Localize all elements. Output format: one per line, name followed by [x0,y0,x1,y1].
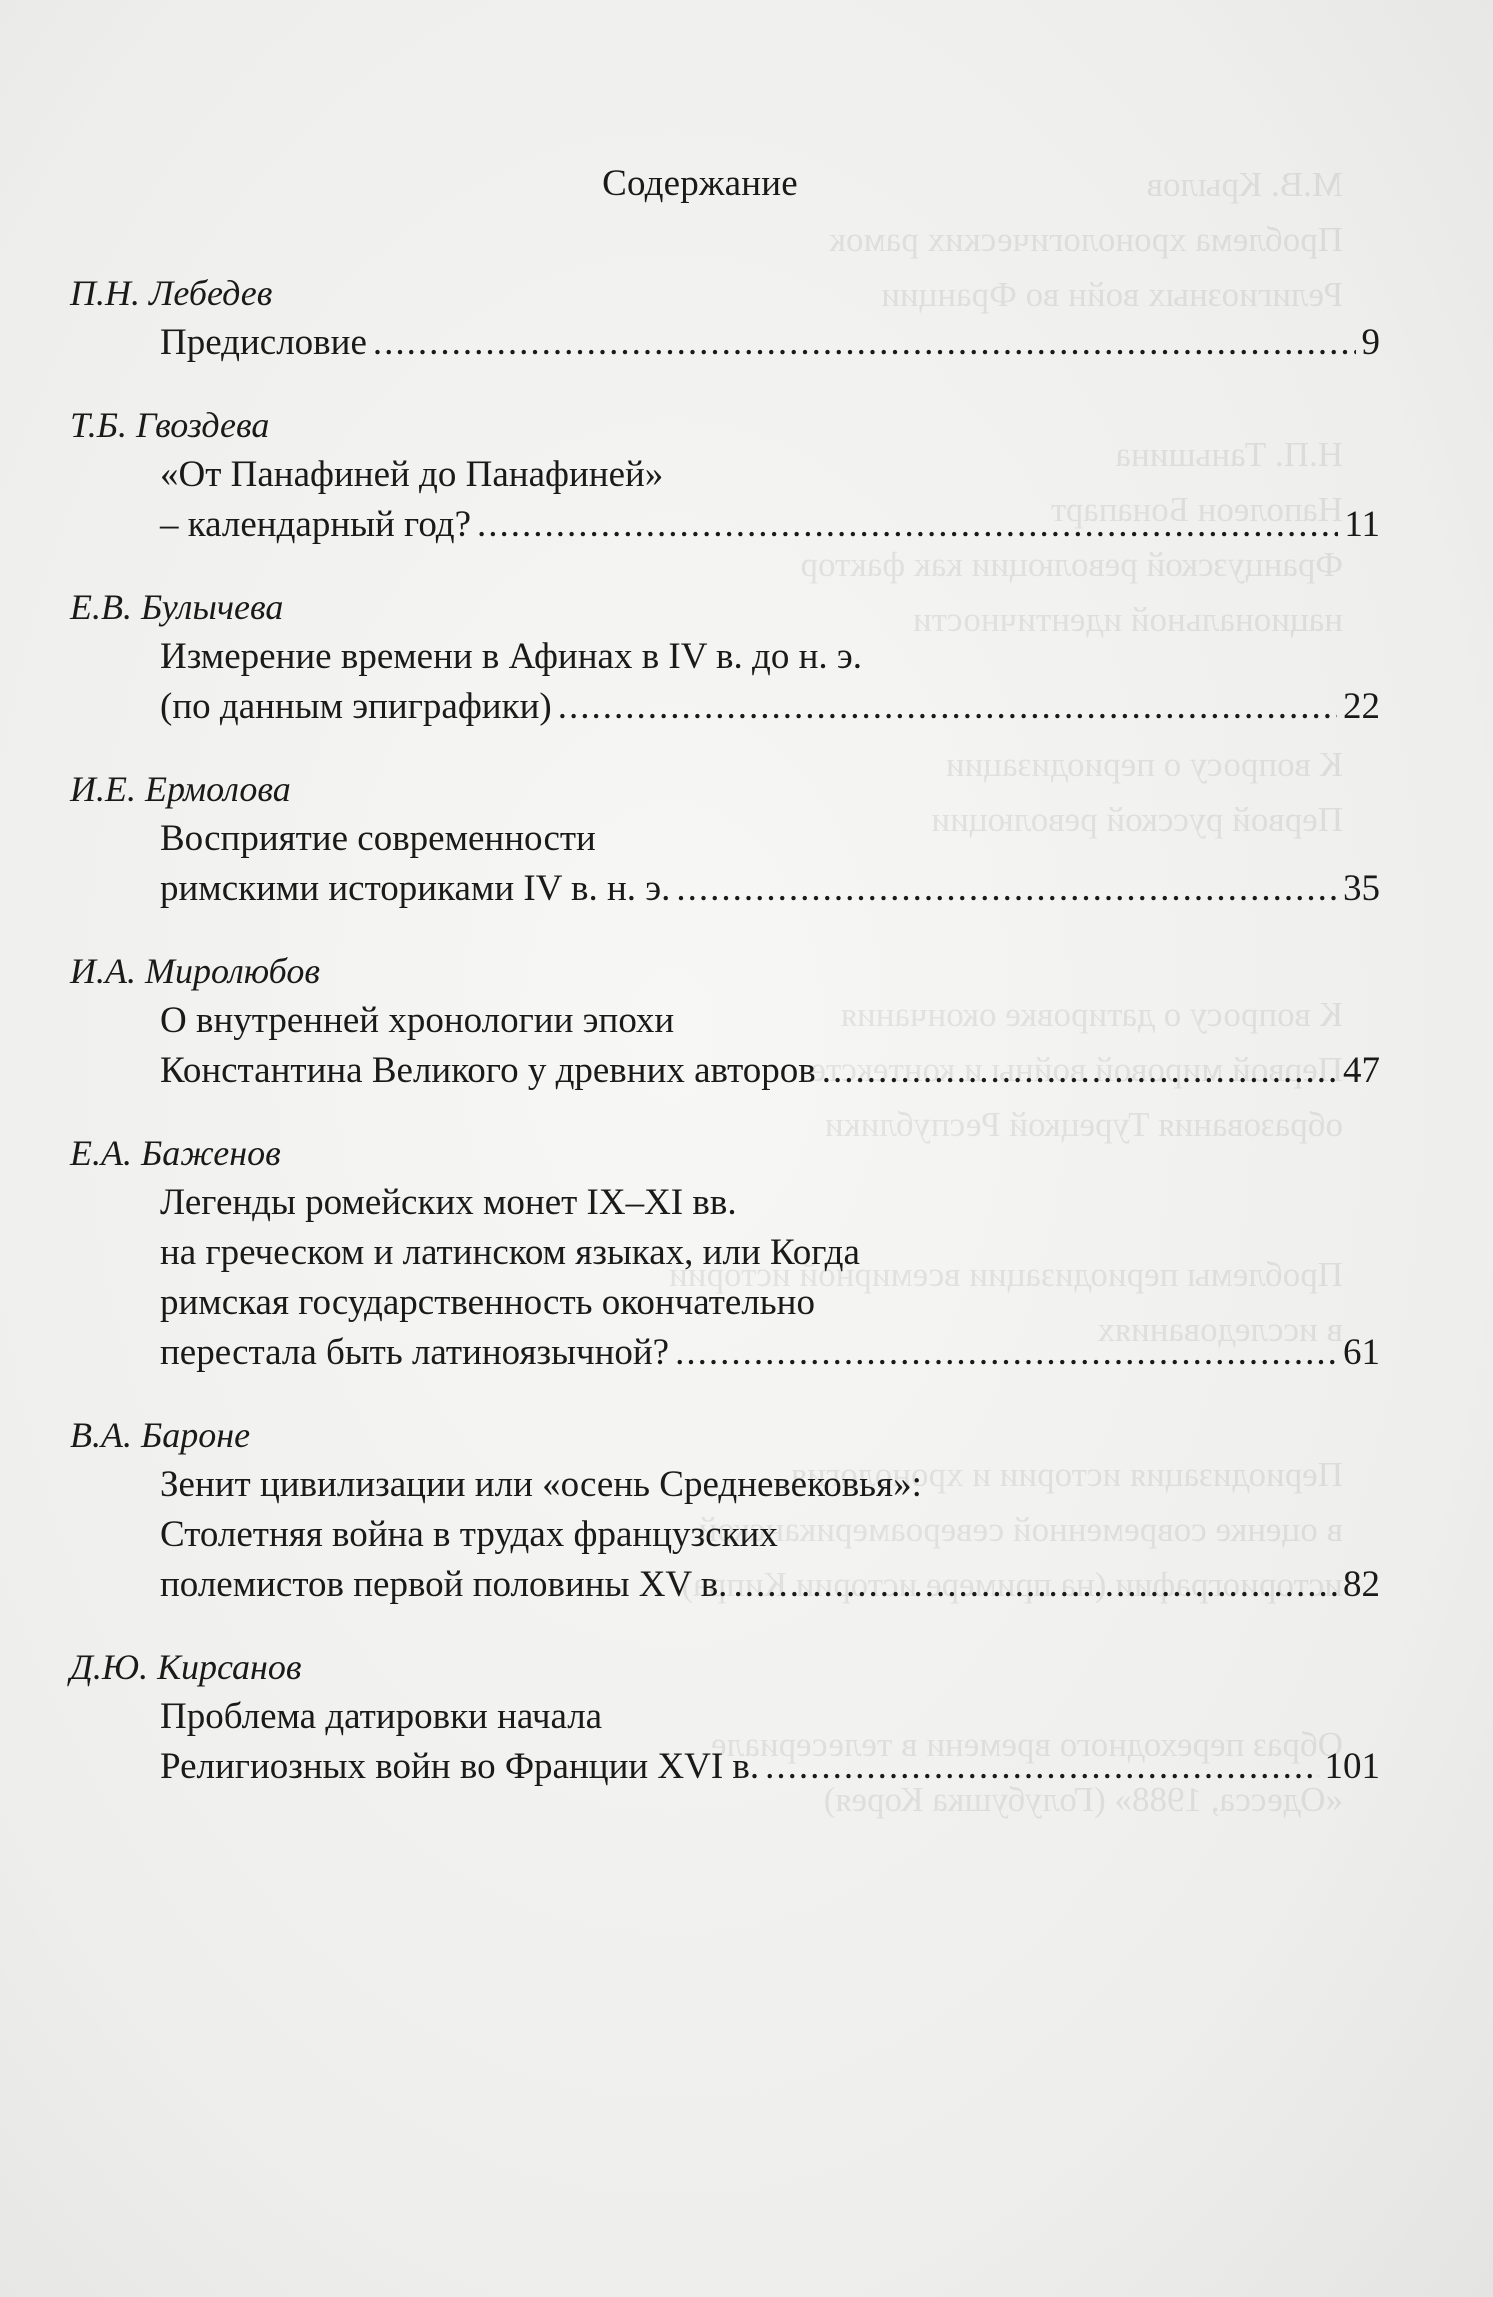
toc-title-last-line [160,864,1380,914]
toc-title-line: Проблема датировки начала [160,1696,603,1737]
toc-page-number: 9 [1361,322,1380,363]
toc-entry [70,1642,1380,1792]
dot-leader [733,1560,1337,1610]
toc-title-line: Восприятие современности [160,818,596,859]
toc-entry [70,268,1380,368]
toc-title-text: перестала быть латиноязычной? [160,1332,670,1373]
toc-title-last-line [160,318,1380,368]
dot-leader [477,500,1338,550]
dot-leader [675,1328,1337,1378]
toc-title-line: на греческом и латинском языках, или Когда [160,1232,860,1273]
toc-author: Е.А. Баженов [70,1133,281,1173]
toc-title [160,996,1380,1096]
toc-title-last-line [160,500,1380,550]
page-title: Содержание [602,163,798,204]
toc-entry [70,1128,1380,1378]
toc-title-text: Константина Великого у древних авторов [160,1050,816,1091]
toc-title-line: О внутренней хронологии эпохи [160,1000,675,1041]
toc-author: Е.В. Булычева [70,587,284,627]
dot-leader [822,1046,1337,1096]
toc-title [160,1178,1380,1378]
toc-author: П.Н. Лебедев [70,273,273,313]
toc-title-last-line [160,1742,1380,1792]
toc-author: И.Е. Ермолова [70,769,291,809]
toc-page-number: 22 [1343,686,1380,727]
toc-entry [70,1410,1380,1610]
toc-title-line: Столетняя война в трудах французских [160,1514,778,1555]
toc-entry [70,946,1380,1096]
toc-author: Д.Ю. Кирсанов [70,1647,302,1687]
toc-title-text: (по данным эпиграфики) [160,686,552,727]
toc-page-number: 101 [1324,1746,1380,1787]
dot-leader [765,1742,1318,1792]
toc-title-last-line [160,1328,1380,1378]
toc-title-text: – календарный год? [160,504,471,545]
dot-leader [676,864,1337,914]
toc-title-last-line [160,1560,1380,1610]
toc-page-number: 82 [1343,1564,1380,1605]
table-of-contents [70,268,1380,1824]
toc-page-number: 47 [1343,1050,1380,1091]
toc-title [160,632,1380,732]
toc-title [160,1692,1380,1792]
toc-title-line: римская государственность окончательно [160,1282,815,1323]
toc-page-number: 61 [1343,1332,1380,1373]
toc-title-text: римскими историками IV в. н. э. [160,868,671,909]
toc-entry [70,582,1380,732]
toc-entry [70,400,1380,550]
dot-leader [558,682,1337,732]
toc-entry [70,764,1380,914]
toc-author: Т.Б. Гвоздева [70,405,270,445]
toc-title-text: полемистов первой половины XV в. [160,1564,728,1605]
toc-title [160,318,1380,368]
toc-title-line: «От Панафиней до Панафиней» [160,454,664,495]
dot-leader [373,318,1356,368]
toc-title [160,450,1380,550]
toc-title [160,1460,1380,1610]
toc-title-text: Религиозных войн во Франции XVI в. [160,1746,760,1787]
toc-author: И.А. Миролюбов [70,951,320,991]
toc-title-last-line [160,1046,1380,1096]
toc-title-line: Легенды ромейских монет IX–XI вв. [160,1182,737,1223]
toc-page-number: 11 [1344,504,1380,545]
toc-page-number: 35 [1343,868,1380,909]
toc-title-line: Зенит цивилизации или «осень Средневековья»: [160,1464,922,1505]
toc-title-line: Измерение времени в Афинах в IV в. до н. э. [160,636,863,677]
bleed-through-texture: М.В. Крылов Проблема хронологических рамок Религиозных войн во Франции Н.П. Таньшина Наполеон Бонапарт Французской революции как фактор национальной идентичности К вопросу о периодизации Первой русской революции К вопросу о датировке окончания Первой мировой войны и контексте образования Турецкой Республики Проблемы периодизации всемирной истории в исследованиях Периодизация истории и хронология в оценке современной североамериканской историографии (на примере истории Кипра) Образ переходного времени в телесериале «Одесса, 1988» (Голубушка Корея) [669,165,1343,1819]
toc-title-last-line [160,682,1380,732]
toc-author: В.А. Бароне [70,1415,251,1455]
toc-title [160,814,1380,914]
toc-title-text: Предисловие [160,322,367,363]
